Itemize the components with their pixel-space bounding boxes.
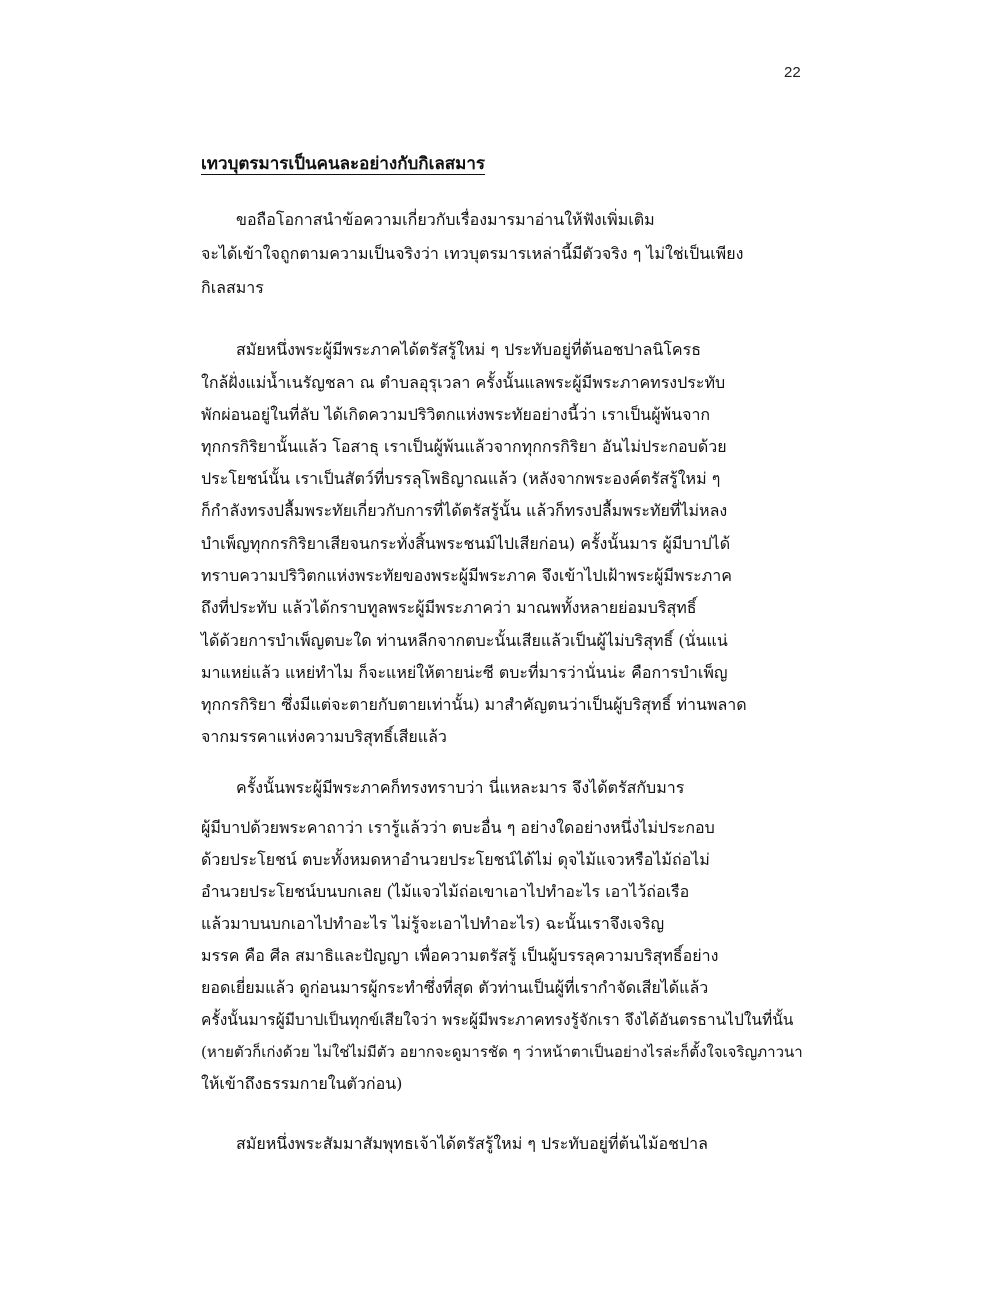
text-line: ครั้งนั้นพระผู้มีพระภาคก็ทรงทราบว่า นี่แหละมาร จึงได้ตรัสกับมาร xyxy=(236,778,685,797)
text-line: ใกล้ฝั่งแม่น้ำเนรัญชลา ณ ตำบลอุรุเวลา ครั้งนั้นแลพระผู้มีพระภาคทรงประทับ xyxy=(201,373,726,392)
text-line: ก็กำลังทรงปลื้มพระทัยเกี่ยวกับการที่ได้ตรัสรู้นั้น แล้วก็ทรงปลื้มพระทัยที่ไม่หลง xyxy=(201,501,728,520)
text-line: สมัยหนึ่งพระสัมมาสัมพุทธเจ้าได้ตรัสรู้ใหม่ ๆ ประทับอยู่ที่ต้นไม้อชปาล xyxy=(236,1134,708,1153)
text-line: ด้วยประโยชน์ ตบะทั้งหมดหาอำนวยประโยชน์ได้ไม่ ดุจไม้แจวหรือไม้ถ่อไม่ xyxy=(201,850,710,869)
text-line: ทุกกรกิริยานั้นแล้ว โอสาธุ เราเป็นผู้พ้นแล้วจากทุกกรกิริยา อันไม่ประกอบด้วย xyxy=(201,437,727,456)
text-line: กิเลสมาร xyxy=(201,278,264,297)
text-line: ได้ด้วยการบำเพ็ญตบะใด ท่านหลีกจากตบะนั้นเสียแล้วเป็นผู้ไม่บริสุทธิ์ (นั่นแน่ xyxy=(201,631,728,650)
text-line: ยอดเยี่ยมแล้ว ดูก่อนมารผู้กระทำซึ่งที่สุด ตัวท่านเป็นผู้ที่เรากำจัดเสียได้แล้ว xyxy=(201,978,709,997)
text-line: จะได้เข้าใจถูกตามความเป็นจริงว่า เทวบุตรมารเหล่านี้มีตัวจริง ๆ ไม่ใช่เป็นเพียง xyxy=(201,244,744,263)
text-line: มาแหย่แล้ว แหย่ทำไม ก็จะแหย่ให้ตายน่ะซี ตบะที่มารว่านั่นน่ะ คือการบำเพ็ญ xyxy=(201,663,728,682)
text-line: ทราบความปริวิตกแห่งพระทัยของพระผู้มีพระภาค จึงเข้าไปเฝ้าพระผู้มีพระภาค xyxy=(201,566,732,585)
text-line: ทุกกรกิริยา ซึ่งมีแต่จะตายกับตายเท่านั้น) มาสำคัญตนว่าเป็นผู้บริสุทธิ์ ท่านพลาด xyxy=(201,695,747,714)
text-line: จากมรรคาแห่งความบริสุทธิ์เสียแล้ว xyxy=(201,727,447,746)
text-line: ครั้งนั้นมารผู้มีบาปเป็นทุกข์เสียใจว่า พระผู้มีพระภาคทรงรู้จักเรา จึงได้อันตรธานไปในที่นั้น xyxy=(201,1011,794,1029)
text-line: ถึงที่ประทับ แล้วได้กราบทูลพระผู้มีพระภาคว่า มาณพทั้งหลายย่อมบริสุทธิ์ xyxy=(201,598,697,617)
text-line: พักผ่อนอยู่ในที่ลับ ได้เกิดความปริวิตกแห่งพระทัยอย่างนี้ว่า เราเป็นผู้พ้นจาก xyxy=(201,405,711,424)
text-line: ให้เข้าถึงธรรมกายในตัวก่อน) xyxy=(201,1074,403,1093)
text-line: บำเพ็ญทุกกรกิริยาเสียจนกระทั่งสิ้นพระชนม์ไปเสียก่อน) ครั้งนั้นมาร ผู้มีบาปได้ xyxy=(201,534,731,553)
text-line: มรรค คือ ศีล สมาธิและปัญญา เพื่อความตรัสรู้ เป็นผู้บรรลุความบริสุทธิ์อย่าง xyxy=(201,946,719,965)
page-number: 22 xyxy=(784,64,801,81)
text-line: ขอถือโอกาสนำข้อความเกี่ยวกับเรื่องมารมาอ่านให้ฟังเพิ่มเติม xyxy=(236,210,655,229)
text-line: (หายตัวก็เก่งด้วย ไม่ใช่ไม่มีตัว อยากจะดูมารชัด ๆ ว่าหน้าตาเป็นอย่างไรล่ะก็ตั้งใจเจริญภาวนา xyxy=(201,1043,803,1061)
text-line: สมัยหนึ่งพระผู้มีพระภาคได้ตรัสรู้ใหม่ ๆ ประทับอยู่ที่ต้นอชปาลนิโครธ xyxy=(236,340,701,359)
text-line: ผู้มีบาปด้วยพระคาถาว่า เรารู้แล้วว่า ตบะอื่น ๆ อย่างใดอย่างหนึ่งไม่ประกอบ xyxy=(201,818,715,837)
text-line: แล้วมาบนบกเอาไปทำอะไร ไม่รู้จะเอาไปทำอะไร) ฉะนั้นเราจึงเจริญ xyxy=(201,914,665,933)
section-heading: เทวบุตรมารเป็นคนละอย่างกับกิเลสมาร xyxy=(201,154,486,174)
text-line: อำนวยประโยชน์บนบกเลย (ไม้แจวไม้ถ่อเขาเอาไปทำอะไร เอาไว้ถ่อเรือ xyxy=(201,882,690,901)
text-line: ประโยชน์นั้น เราเป็นสัตว์ที่บรรลุโพธิญาณแล้ว (หลังจากพระองค์ตรัสรู้ใหม่ ๆ xyxy=(201,469,721,488)
